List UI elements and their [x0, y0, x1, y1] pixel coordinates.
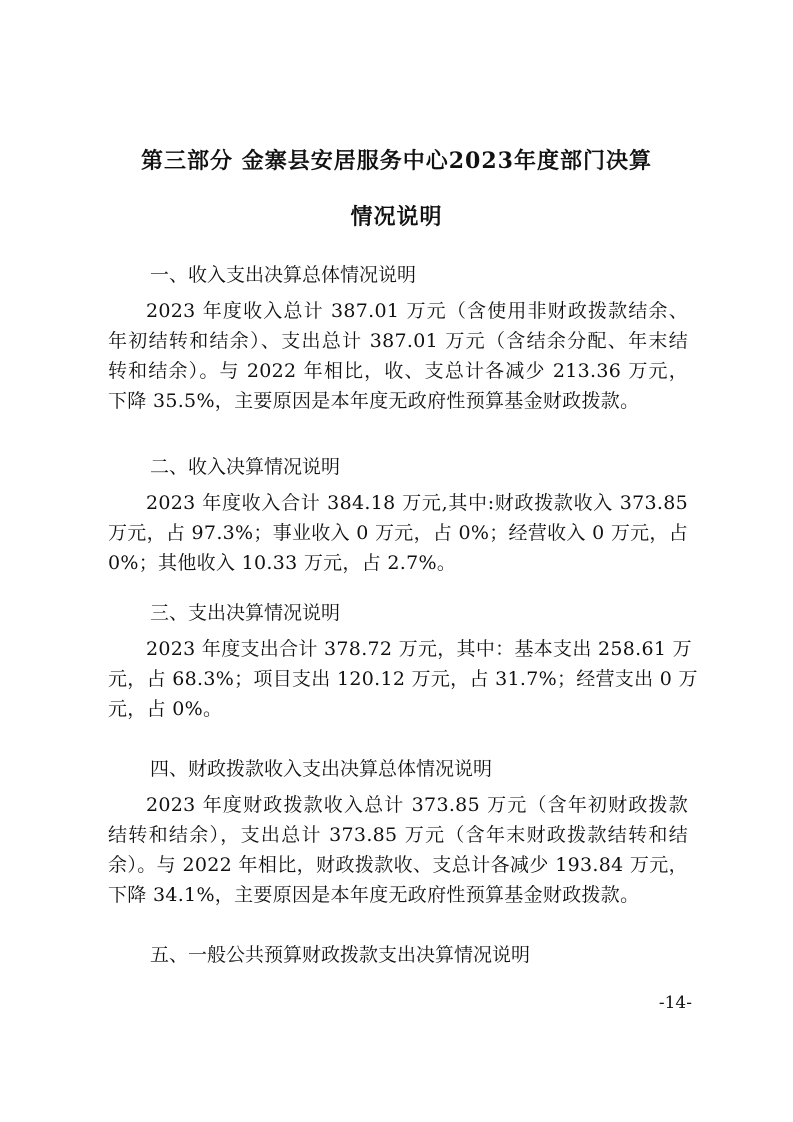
paragraph-line: 转和结余）。与 2022 年相比，收、支总计各减少 213.36 万元，: [108, 360, 688, 382]
paragraph-line: 2023 年度支出合计 378.72 万元，其中：基本支出 258.61 万: [146, 638, 692, 660]
document-title-line-1: 第三部分 金寨县安居服务中心2023年度部门决算: [141, 148, 652, 174]
section-heading-1: 一、收入支出决算总体情况说明: [150, 264, 417, 286]
section-heading-5: 五、一般公共预算财政拨款支出决算情况说明: [150, 944, 531, 966]
document-title-line-2: 情况说明: [350, 204, 443, 230]
page-number: -14-: [658, 993, 692, 1013]
section-heading-4: 四、财政拨款收入支出决算总体情况说明: [150, 758, 493, 780]
section-heading-2: 二、收入决算情况说明: [150, 456, 341, 478]
paragraph-line: 2023 年度收入合计 384.18 万元,其中:财政拨款收入 373.85: [146, 492, 688, 514]
paragraph-line: 余）。与 2022 年相比，财政拨款收、支总计各减少 193.84 万元，: [108, 854, 688, 876]
paragraph-line: 下降 34.1%，主要原因是本年度无政府性预算基金财政拨款。: [108, 884, 640, 906]
section-heading-3: 三、支出决算情况说明: [150, 602, 341, 624]
paragraph-line: 元，占 0%。: [108, 698, 223, 720]
paragraph-line: 2023 年度收入总计 387.01 万元（含使用非财政拨款结余、: [146, 300, 688, 322]
paragraph-line: 下降 35.5%，主要原因是本年度无政府性预算基金财政拨款。: [108, 390, 640, 412]
paragraph-line: 0%；其他收入 10.33 万元，占 2.7%。: [108, 552, 457, 574]
paragraph-line: 年初结转和结余）、支出总计 387.01 万元（含结余分配、年末结: [108, 330, 688, 352]
paragraph-line: 2023 年度财政拨款收入总计 373.85 万元（含年初财政拨款: [146, 794, 688, 816]
paragraph-line: 结转和结余），支出总计 373.85 万元（含年末财政拨款结转和结: [108, 824, 688, 846]
paragraph-line: 元，占 68.3%；项目支出 120.12 万元，占 31.7%；经营支出 0 万: [108, 668, 698, 690]
paragraph-line: 万元，占 97.3%；事业收入 0 万元，占 0%；经营收入 0 万元，占: [108, 522, 689, 544]
